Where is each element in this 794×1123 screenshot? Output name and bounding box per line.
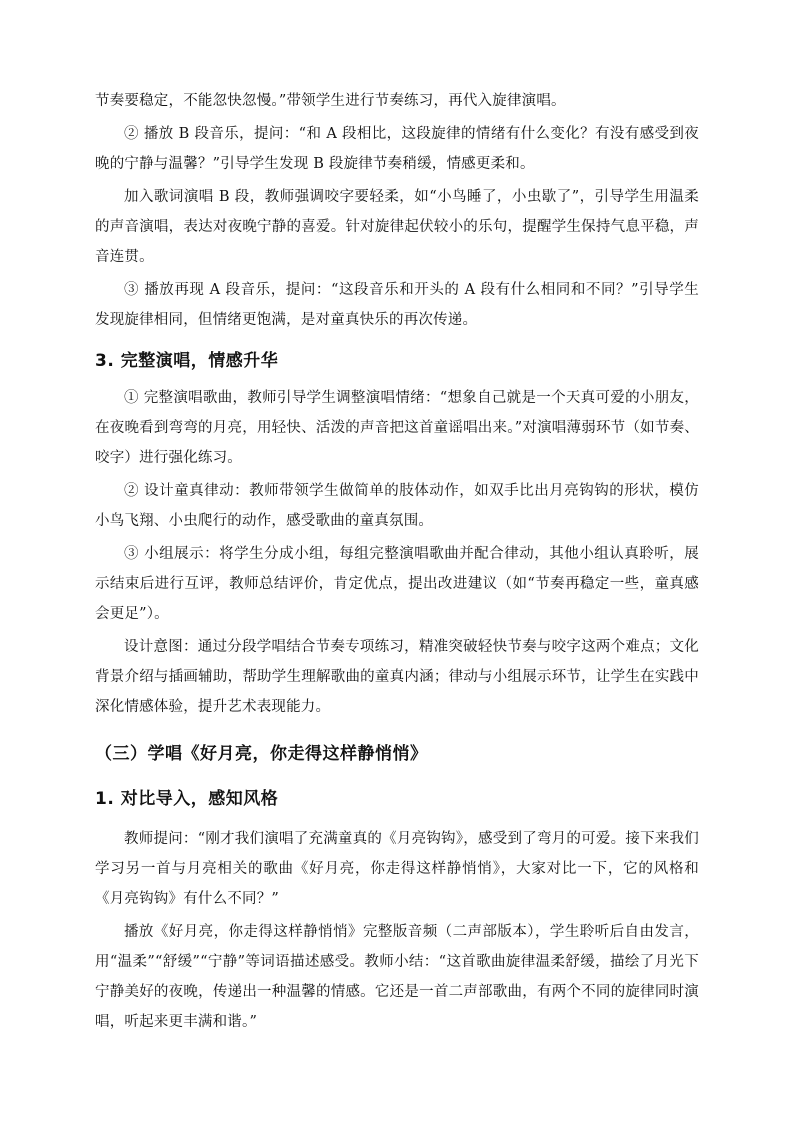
para-lyrics-b-section: 加入歌词演唱 B 段，教师强调咬字要轻柔，如“小鸟睡了，小虫歇了”，引导学生用温柔的声音演唱，表达对夜晚宁静的喜爱。针对旋律起伏较小的乐句，提醒学生保持气息平稳，声音连贯。 bbox=[95, 189, 699, 265]
para-play-audio: 播放《好月亮，你走得这样静悄悄》完整版音频（二声部版本），学生聆听后自由发言，用“温柔”“舒缓”“宁静”等词语描述感受。教师小结：“这首歌曲旋律温柔舒缓，描绘了月光下宁静美好的夜晚，传递出一种温馨的情感。它还是一首二声部歌曲，有两个不同的旋律同时演唱，听起来更丰满和谐。” bbox=[95, 924, 699, 1030]
para-design-intent: 设计意图：通过分段学唱结合节奏专项练习，精准突破轻快节奏与咬字这两个难点；文化背景介绍与插画辅助，帮助学生理解歌曲的童真内涵；律动与小组展示环节，让学生在实践中深化情感体验，提升艺术表现能力。 bbox=[95, 639, 699, 715]
para-rhythm-practice: 节奏要稳定，不能忽快忽慢。”带领学生进行节奏练习，再代入旋律演唱。 bbox=[95, 93, 566, 109]
document-page bbox=[95, 86, 699, 1040]
para-rhythm-movement: ② 设计童真律动：教师带领学生做简单的肢体动作，如双手比出月亮钩钩的形状，模仿小鸟飞翔、小虫爬行的动作，感受歌曲的童真氛围。 bbox=[95, 483, 699, 529]
para-group-show: ③ 小组展示：将学生分成小组，每组完整演唱歌曲并配合律动，其他小组认真聆听，展示结束后进行互评，教师总结评价，肯定优点，提出改进建议（如“节奏再稳定一些，童真感会更足”）。 bbox=[95, 546, 699, 622]
heading-complete-singing: 3. 完整演唱，情感升华 bbox=[95, 351, 279, 371]
para-teacher-question: 教师提问：“刚才我们演唱了充满童真的《月亮钩钩》，感受到了弯月的可爱。接下来我们学习另一首与月亮相关的歌曲《好月亮，你走得这样静悄悄》，大家对比一下，它的风格和《月亮钩钩》有什么不同？” bbox=[95, 831, 699, 907]
para-play-a-reprise: ③ 播放再现 A 段音乐，提问：“这段音乐和开头的 A 段有什么相同和不同？”引导学生发现旋律相同，但情绪更饱满，是对童真快乐的再次传递。 bbox=[95, 282, 699, 328]
heading-compare-intro: 1. 对比导入，感知风格 bbox=[95, 789, 279, 809]
heading-learn-song: （三）学唱《好月亮，你走得这样静悄悄》 bbox=[95, 744, 428, 764]
para-play-b-section: ② 播放 B 段音乐，提问：“和 A 段相比，这段旋律的情绪有什么变化？有没有感受到夜晚的宁静与温馨？”引导学生发现 B 段旋律节奏稍缓，情感更柔和。 bbox=[95, 126, 699, 172]
para-complete-singing: ① 完整演唱歌曲，教师引导学生调整演唱情绪：“想象自己就是一个天真可爱的小朋友，在夜晚看到弯弯的月亮，用轻快、活泼的声音把这首童谣唱出来。”对演唱薄弱环节（如节奏、咬字）进行强化练习。 bbox=[95, 390, 699, 466]
